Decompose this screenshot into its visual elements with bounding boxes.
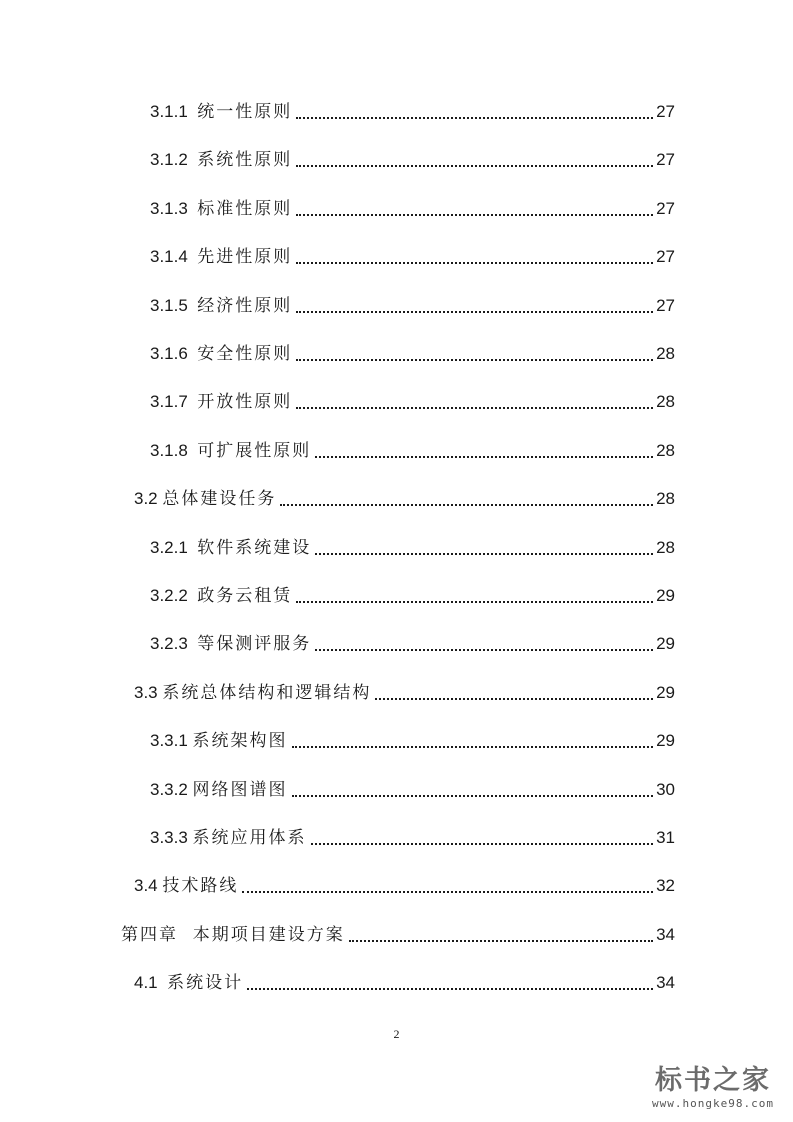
toc-entry-page: 27: [656, 295, 675, 315]
toc-dot-leader: [315, 456, 653, 458]
toc-entry-title: 政务云租赁: [197, 586, 293, 606]
toc-entry-title: 第四章 本期项目建设方案: [121, 924, 345, 945]
toc-entry[interactable]: [150, 238, 675, 268]
toc-entry[interactable]: [134, 867, 675, 897]
toc-entry-number: 3.1.3: [150, 198, 198, 218]
toc-entry[interactable]: [150, 529, 675, 559]
toc-entry-title: 开放性原则: [197, 392, 293, 413]
toc-entry-title: 可扩展性原则: [197, 440, 312, 461]
toc-entry-page: 28: [656, 392, 675, 412]
toc-entry-page: 29: [656, 586, 675, 605]
toc-entry-title: 系统应用体系: [192, 828, 307, 848]
toc-dot-leader: [349, 940, 653, 942]
toc-dot-leader: [280, 504, 653, 506]
toc-entry[interactable]: [150, 141, 675, 171]
toc-entry[interactable]: [150, 625, 675, 655]
toc-dot-leader: [315, 649, 653, 651]
toc-entry[interactable]: [150, 771, 675, 801]
toc-entry-page: 28: [656, 440, 675, 460]
toc-entry[interactable]: [150, 722, 675, 752]
toc-entry-page: 27: [656, 102, 675, 121]
toc-dot-leader: [296, 117, 653, 119]
toc-dot-leader: [247, 988, 653, 990]
toc-entry-number: 3.1.6: [150, 344, 198, 363]
toc-entry-number: 3.1.1: [150, 102, 198, 121]
toc-dot-leader: [296, 214, 653, 216]
toc-entry-title: 系统性原则: [197, 150, 293, 171]
toc-dot-leader: [296, 165, 653, 167]
toc-entry-page: 28: [656, 537, 675, 557]
toc-entry[interactable]: [150, 190, 675, 220]
toc-entry[interactable]: [150, 335, 675, 365]
toc-entry-number: 3.1.8: [150, 440, 198, 460]
toc-entry-number: 3.1.2: [150, 150, 198, 170]
watermark-url: www.hongke98.com: [652, 1097, 774, 1110]
toc-entry[interactable]: [150, 93, 675, 123]
toc-entry-title: 系统设计: [167, 973, 244, 994]
toc-entry-page: 27: [656, 247, 675, 267]
toc-dot-leader: [315, 553, 653, 555]
toc-entry[interactable]: [150, 383, 675, 413]
toc-entry-page: 29: [656, 682, 675, 702]
toc-entry[interactable]: [150, 287, 675, 317]
toc-entry-number: 3.1.5: [150, 295, 198, 315]
toc-entry-number: 3.4: [134, 876, 163, 896]
toc-entry-title: 软件系统建设: [197, 537, 312, 558]
toc-entry-title: 系统总体结构和逻辑结构: [162, 682, 372, 703]
toc-entry-page: 31: [656, 828, 675, 847]
toc-entry-title: 安全性原则: [197, 344, 293, 364]
toc-entry-title: 经济性原则: [197, 295, 293, 316]
toc-entry-page: 29: [656, 731, 675, 751]
toc-dot-leader: [292, 795, 654, 797]
toc-dot-leader: [292, 746, 654, 748]
toc-entry-title: 统一性原则: [197, 102, 293, 122]
toc-entry-number: 3.2: [134, 489, 163, 509]
toc-dot-leader: [375, 698, 653, 700]
toc-entry-page: 29: [656, 634, 675, 654]
toc-entry-page: 28: [656, 489, 675, 509]
toc-dot-leader: [296, 262, 653, 264]
toc-entry-number: 3.2.3: [150, 634, 198, 654]
toc-entry-title: 网络图谱图: [192, 779, 288, 800]
toc-entry-title: 先进性原则: [197, 247, 293, 268]
toc-entry-title: 等保测评服务: [197, 634, 312, 655]
toc-entry-page: 34: [656, 973, 675, 993]
toc-entry-title: 系统架构图: [192, 731, 288, 752]
toc-entry[interactable]: [134, 674, 675, 704]
toc-entry-page: 34: [656, 924, 675, 944]
toc-dot-leader: [242, 891, 653, 893]
toc-entry[interactable]: [150, 432, 675, 462]
watermark-title: 标书之家: [655, 1065, 771, 1096]
toc-entry-page: 27: [656, 198, 675, 218]
toc-entry-number: 3.3.3: [150, 828, 193, 847]
watermark-logo: [643, 1065, 783, 1110]
toc-entry-page: 28: [656, 344, 675, 363]
toc-entry-number: 3.1.4: [150, 247, 198, 267]
toc-entry-title: 标准性原则: [197, 198, 293, 219]
toc-entry[interactable]: [134, 480, 675, 510]
toc-entry[interactable]: [150, 819, 675, 849]
toc-dot-leader: [296, 359, 653, 361]
toc-entry-number: 4.1: [134, 973, 168, 993]
toc-entry-page: 27: [656, 150, 675, 170]
toc-entry[interactable]: [134, 964, 675, 994]
toc-entry-number: 3.3: [134, 682, 163, 702]
toc-entry-number: 3.3.1: [150, 731, 193, 751]
toc-entry-number: 3.2.2: [150, 586, 198, 605]
toc-dot-leader: [296, 311, 653, 313]
toc-dot-leader: [296, 601, 653, 603]
toc-entry-page: 32: [656, 876, 675, 896]
page-number: 2: [393, 1027, 400, 1041]
toc-dot-leader: [296, 407, 653, 409]
toc-entry[interactable]: [121, 916, 675, 946]
toc-entry-number: 3.2.1: [150, 537, 198, 557]
toc-entry-number: 3.1.7: [150, 392, 198, 412]
toc-entry[interactable]: [150, 577, 675, 607]
toc-dot-leader: [311, 843, 654, 845]
toc-entry-title: 技术路线: [162, 876, 239, 897]
toc-entry-title: 总体建设任务: [162, 489, 277, 510]
toc-entry-page: 30: [656, 779, 675, 799]
toc-entry-number: 3.3.2: [150, 779, 193, 799]
